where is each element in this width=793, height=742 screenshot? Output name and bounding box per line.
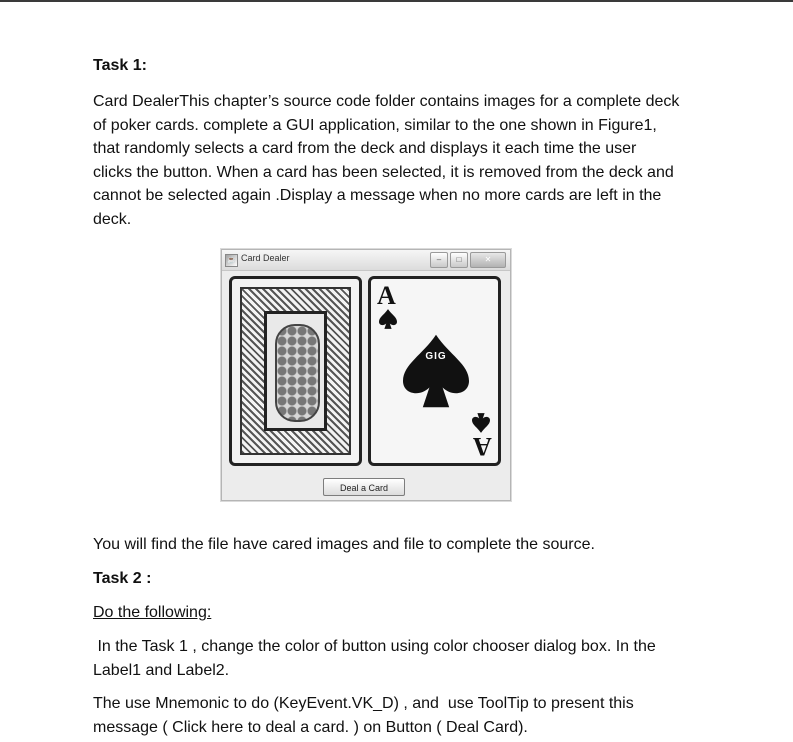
maximize-icon[interactable]: □	[450, 252, 468, 268]
task1-line-6: deck.	[93, 210, 132, 228]
window-title: Card Dealer	[241, 253, 290, 263]
task1-line-5: cannot be selected again .Display a message when no more cards are left in the	[93, 187, 662, 205]
card-rank-top: A	[377, 281, 396, 310]
task2-heading: Task 2 :	[93, 570, 152, 587]
task2-paragraph-2	[93, 692, 713, 739]
task2-paragraph-1	[93, 635, 713, 682]
deal-a-card-button[interactable]: Deal a Card	[323, 478, 405, 496]
task1-line-2: of poker cards. complete a GUI application, similar to the one shown in Figure1,	[93, 116, 657, 134]
ace-of-spades-image	[368, 276, 501, 466]
spade-center-icon	[403, 334, 469, 408]
card-back-image	[229, 276, 362, 466]
task2-p1-line-1: In the Task 1 , change the color of button using color chooser dialog box. In the	[93, 638, 656, 655]
card-back-motif	[275, 324, 320, 422]
task2-p1-line-2: Label1 and Label2.	[93, 661, 230, 679]
task2-subheading: Do the following:	[93, 604, 212, 621]
task2-p2-line-1: The use Mnemonic to do (KeyEvent.VK_D) , and use ToolTip to present this	[93, 695, 634, 712]
card-back-panel	[264, 311, 327, 431]
task1-line-1: Card DealerThis chapter’s source code folder contains images for a complete deck	[93, 93, 680, 110]
window-titlebar	[222, 250, 510, 271]
after-figure-text: You will find the file have cared images and file to complete the source.	[93, 536, 595, 553]
card-rank-bottom: A	[473, 432, 492, 461]
task1-paragraph	[93, 90, 713, 232]
task1-heading: Task 1:	[93, 57, 147, 74]
top-rule	[0, 0, 793, 2]
task1-line-3: that randomly selects a card from the deck and displays it each time the user	[93, 140, 637, 158]
card-dealer-window	[221, 249, 511, 501]
card-back-pattern	[240, 287, 351, 455]
spade-center-marking: GIG	[425, 351, 447, 362]
spade-icon	[472, 413, 490, 433]
window-controls	[430, 252, 506, 268]
close-icon[interactable]: ✕	[470, 252, 506, 268]
minimize-icon[interactable]: –	[430, 252, 448, 268]
java-app-icon: ☕	[225, 254, 238, 267]
task1-line-4: clicks the button. When a card has been selected, it is removed from the deck and	[93, 163, 674, 181]
spade-icon	[379, 309, 397, 329]
task2-p2-line-2: message ( Click here to deal a card. ) on Button ( Deal Card).	[93, 718, 528, 736]
